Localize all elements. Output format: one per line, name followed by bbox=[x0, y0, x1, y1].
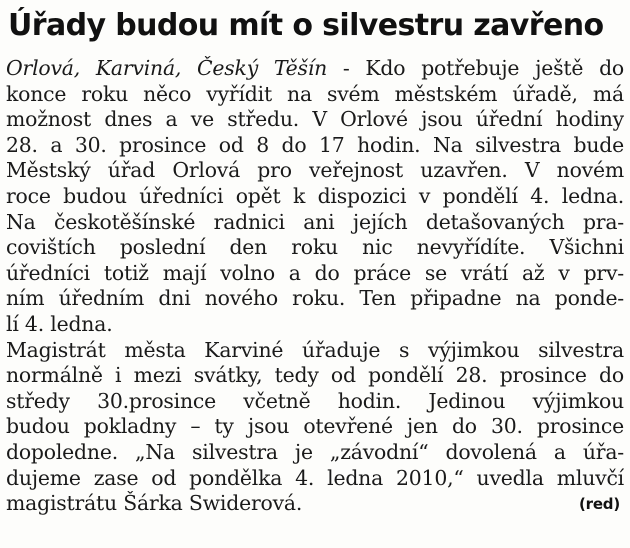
article-line: 28. a 30. prosince od 8 do 17 hodin. Na silvestra bude bbox=[6, 132, 624, 157]
article-line: Městský úřad Orlová pro veřejnost uzavřen. V novém bbox=[6, 158, 624, 183]
article-line: konce roku něco vyřídit na svém městském úřadě, má bbox=[6, 81, 624, 106]
article-line: dopoledne. „Na silvestra je „závodní“ dovolená a úřa- bbox=[6, 439, 624, 464]
article-line: úředníci totiž mají volno a do práce se vrátí až v prv- bbox=[6, 260, 624, 285]
article-line: covištích poslední den roku nic nevyřídíte. Všichni bbox=[6, 235, 624, 260]
article-line-text: - Kdo potřebuje ještě do bbox=[327, 56, 624, 80]
article-line: normálně i mezi svátky, tedy od pondělí 28. prosince do bbox=[6, 363, 624, 388]
article-line: lí 4. ledna. bbox=[6, 311, 113, 336]
article-line-text: magistrátu Šárka Swiderová. bbox=[6, 491, 303, 516]
article-line bbox=[6, 56, 624, 82]
article-line: Na českotěšínské radnici ani jejích detašovaných pra- bbox=[6, 209, 624, 234]
article-line: dujeme zase od pondělka 4. ledna 2010,“ uvedla mluvčí bbox=[6, 465, 624, 490]
article-line-final bbox=[6, 491, 624, 517]
headline: Úřady budou mít o silvestru zavřeno bbox=[8, 8, 604, 43]
article-line: roce budou úředníci opět k dispozici v pondělí 4. ledna. bbox=[6, 183, 624, 208]
article-body bbox=[6, 56, 624, 517]
article-line: budou pokladny – ty jsou otevřené jen do 30. prosince bbox=[6, 414, 624, 439]
author-signature: (red) bbox=[578, 495, 620, 514]
dateline: Orlová, Karviná, Český Těšín bbox=[6, 56, 328, 80]
article-line: Magistrát města Karviné úřaduje s výjimkou silvestra bbox=[6, 337, 624, 362]
article-line: středy 30.prosince včetně hodin. Jedinou výjimkou bbox=[6, 388, 624, 413]
article-line: možnost dnes a ve středu. V Orlové jsou úřední hodiny bbox=[6, 107, 624, 132]
article-line: ním úředním dni nového roku. Ten připadne na ponde- bbox=[6, 286, 624, 311]
